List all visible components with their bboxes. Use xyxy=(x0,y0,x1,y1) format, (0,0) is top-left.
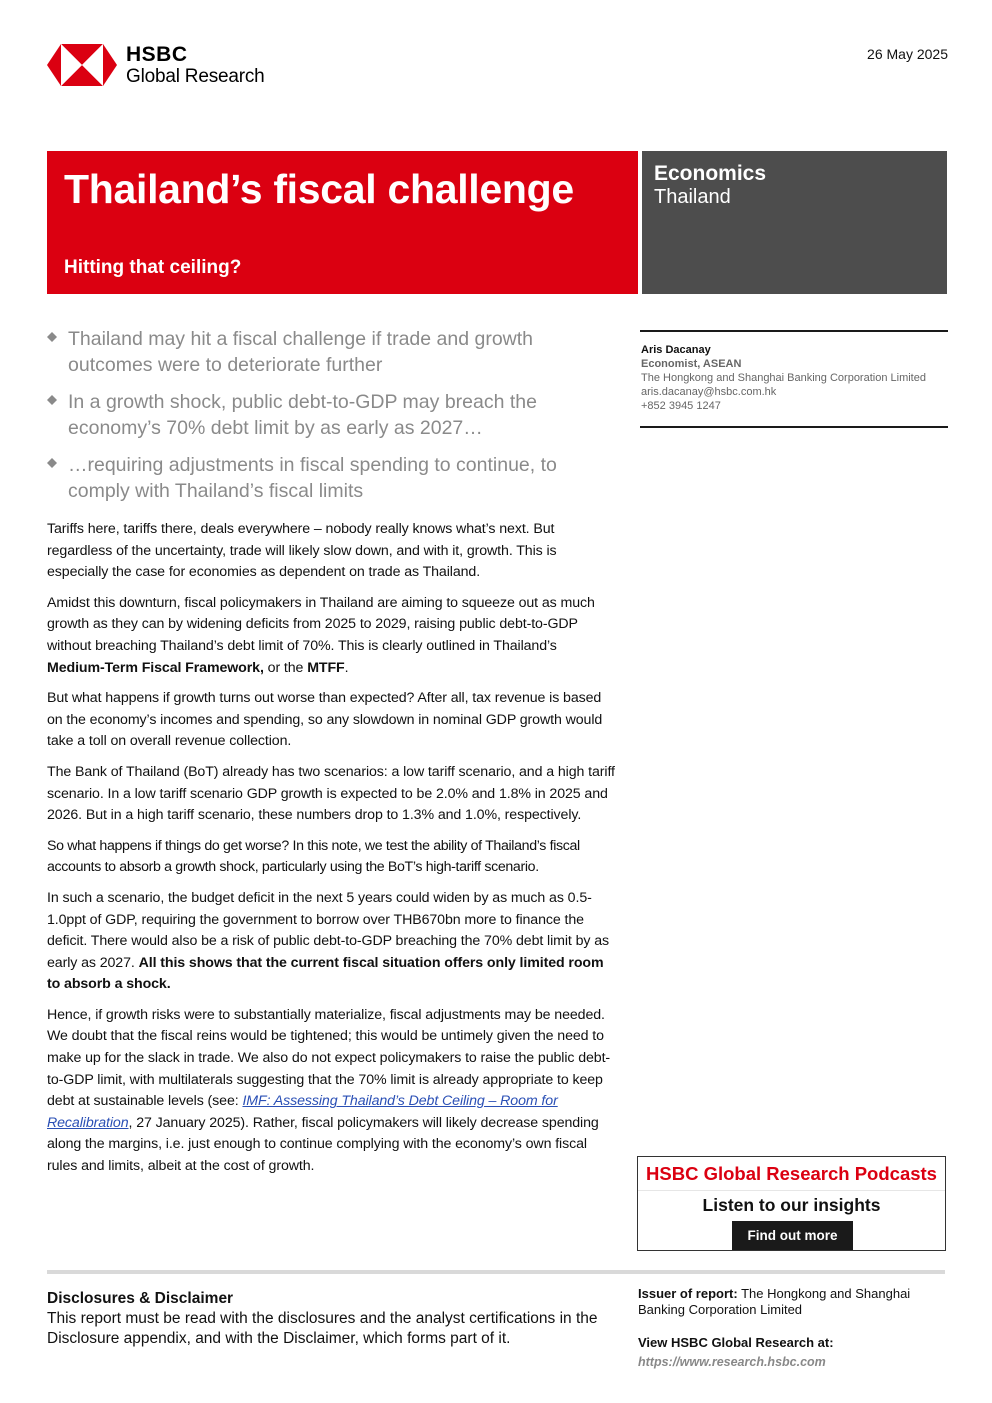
key-conclusion: All this shows that the current fiscal situation offers only limited room to absorb a shock. xyxy=(47,954,604,993)
issuer-of-report xyxy=(638,1286,948,1317)
key-point xyxy=(47,452,607,504)
body-paragraph xyxy=(47,593,617,679)
find-out-more-button[interactable]: Find out more xyxy=(732,1221,853,1250)
analyst-top-rule xyxy=(640,330,948,332)
paragraph-text: Hence, if growth risks were to substantially materialize, fiscal adjustments may be needed. We doubt that the fiscal reins would be tightened; this would be untimely given the need to make up for the slack in trade. We also do not expect policymakers to raise the public debt-to-GDP limit, with multilaterals suggesting that the 70% limit is already appropriate to keep debt at sustainable levels (see: xyxy=(47,1006,611,1110)
diamond-bullet-icon xyxy=(47,332,57,342)
podcast-title: HSBC Global Research Podcasts xyxy=(646,1163,937,1184)
analyst-name: Aris Dacanay xyxy=(641,344,711,356)
analyst-phone: +852 3945 1247 xyxy=(641,400,721,412)
key-points-list xyxy=(47,326,607,515)
mtff-acronym: MTFF xyxy=(307,659,345,676)
paragraph-text: or the xyxy=(263,659,308,676)
body-paragraph: So what happens if things do get worse? In this note, we test the ability of Thailand’s fiscal accounts to absorb a growth shock, particularly using the BoT’s high-tariff scenario. xyxy=(47,837,580,876)
body-paragraph xyxy=(47,1005,617,1178)
issuer-label: Issuer of report: xyxy=(638,1286,738,1301)
research-website-link[interactable]: https://www.research.hsbc.com xyxy=(638,1355,826,1369)
section-name: Economics xyxy=(654,162,767,185)
mtff-full-name: Medium-Term Fiscal Framework, xyxy=(47,659,264,676)
section-region: Thailand xyxy=(654,186,731,208)
key-point-text: In a growth shock, public debt-to-GDP may breach the economy’s 70% debt limit by as early as 2027… xyxy=(68,391,537,439)
analyst-email[interactable]: aris.dacanay@hsbc.com.hk xyxy=(641,386,777,398)
body-paragraph xyxy=(47,888,617,996)
paragraph-text: , 27 January 2025). Rather, fiscal policymakers will likely decrease spending along the margins, i.e. just enough to continue complying with the economy’s own fiscal rules and limits, albeit at the cost of growth. xyxy=(47,1114,599,1175)
paragraph-text: . xyxy=(344,659,349,676)
body-paragraph: Tariffs here, tariffs there, deals everywhere – nobody really knows what’s next. But regardless of the uncertainty, trade will likely slow down, and with it, growth. This is especially the case for economies as dependent on trade as Thailand. xyxy=(47,521,557,581)
paragraph-text: In such a scenario, the budget deficit in the next 5 years could widen by as much as 0.5-1.0ppt of GDP, requiring the government to borrow over THB670bn more to finance the deficit. There would also be a risk of public debt-to-GDP breaching the 70% debt limit by as early as 2027. xyxy=(47,889,610,971)
report-title: Thailand’s fiscal challenge xyxy=(64,166,574,212)
diamond-bullet-icon xyxy=(47,458,57,468)
diamond-bullet-icon xyxy=(47,395,57,405)
logo-brand: HSBC xyxy=(126,43,188,66)
hsbc-hexagon-logo-icon xyxy=(47,44,117,86)
podcast-divider xyxy=(638,1190,945,1191)
imf-report-link[interactable]: IMF: Assessing Thailand’s Debt Ceiling – Room for Recalibration xyxy=(47,1093,558,1131)
footer-divider xyxy=(47,1270,945,1274)
podcast-subtitle: Listen to our insights xyxy=(702,1195,881,1215)
issuer-value: The Hongkong and Shanghai Banking Corporation Limited xyxy=(638,1286,911,1317)
disclosure-title: Disclosures & Disclaimer xyxy=(47,1290,234,1307)
key-point xyxy=(47,389,607,441)
paragraph-text: Amidst this downturn, fiscal policymakers in Thailand are aiming to squeeze out as much growth as they can by widening deficits from 2025 to 2029, raising public debt-to-GDP without breaching Thailand’s debt limit of 70%. This is clearly outlined in Thailand’s xyxy=(47,594,595,654)
podcast-promo xyxy=(637,1156,946,1251)
analyst-company: The Hongkong and Shanghai Banking Corporation Limited xyxy=(641,372,926,384)
key-point-text: Thailand may hit a fiscal challenge if trade and growth outcomes were to deteriorate further xyxy=(68,328,534,376)
body-paragraph: But what happens if growth turns out worse than expected? After all, tax revenue is based on the economy’s incomes and spending, so any slowdown in nominal GDP growth would take a toll on overall revenue collection. xyxy=(47,690,603,750)
analyst-contact xyxy=(641,343,949,413)
key-point xyxy=(47,326,607,378)
hsbc-logo-wordmark xyxy=(126,44,265,86)
analyst-bottom-rule xyxy=(640,426,948,428)
report-body xyxy=(47,519,617,1187)
report-subtitle: Hitting that ceiling? xyxy=(64,257,242,278)
disclosure-text: This report must be read with the disclosures and the analyst certifications in the Disclosure appendix, and with the Disclaimer, which forms part of it. xyxy=(47,1310,598,1347)
analyst-role: Economist, ASEAN xyxy=(641,358,742,370)
key-point-text: …requiring adjustments in fiscal spending to continue, to comply with Thailand’s fiscal limits xyxy=(68,454,557,502)
body-paragraph: The Bank of Thailand (BoT) already has two scenarios: a low tariff scenario, and a high tariff scenario. In a low tariff scenario GDP growth is expected to be 2.0% and 1.8% in 2025 and 2026. But in a high tariff scenario, these numbers drop to 1.3% and 1.0%, respectively. xyxy=(47,763,615,824)
view-research-label: View HSBC Global Research at: xyxy=(638,1335,834,1350)
logo-subtitle: Global Research xyxy=(126,66,265,87)
report-date: 26 May 2025 xyxy=(867,46,948,62)
